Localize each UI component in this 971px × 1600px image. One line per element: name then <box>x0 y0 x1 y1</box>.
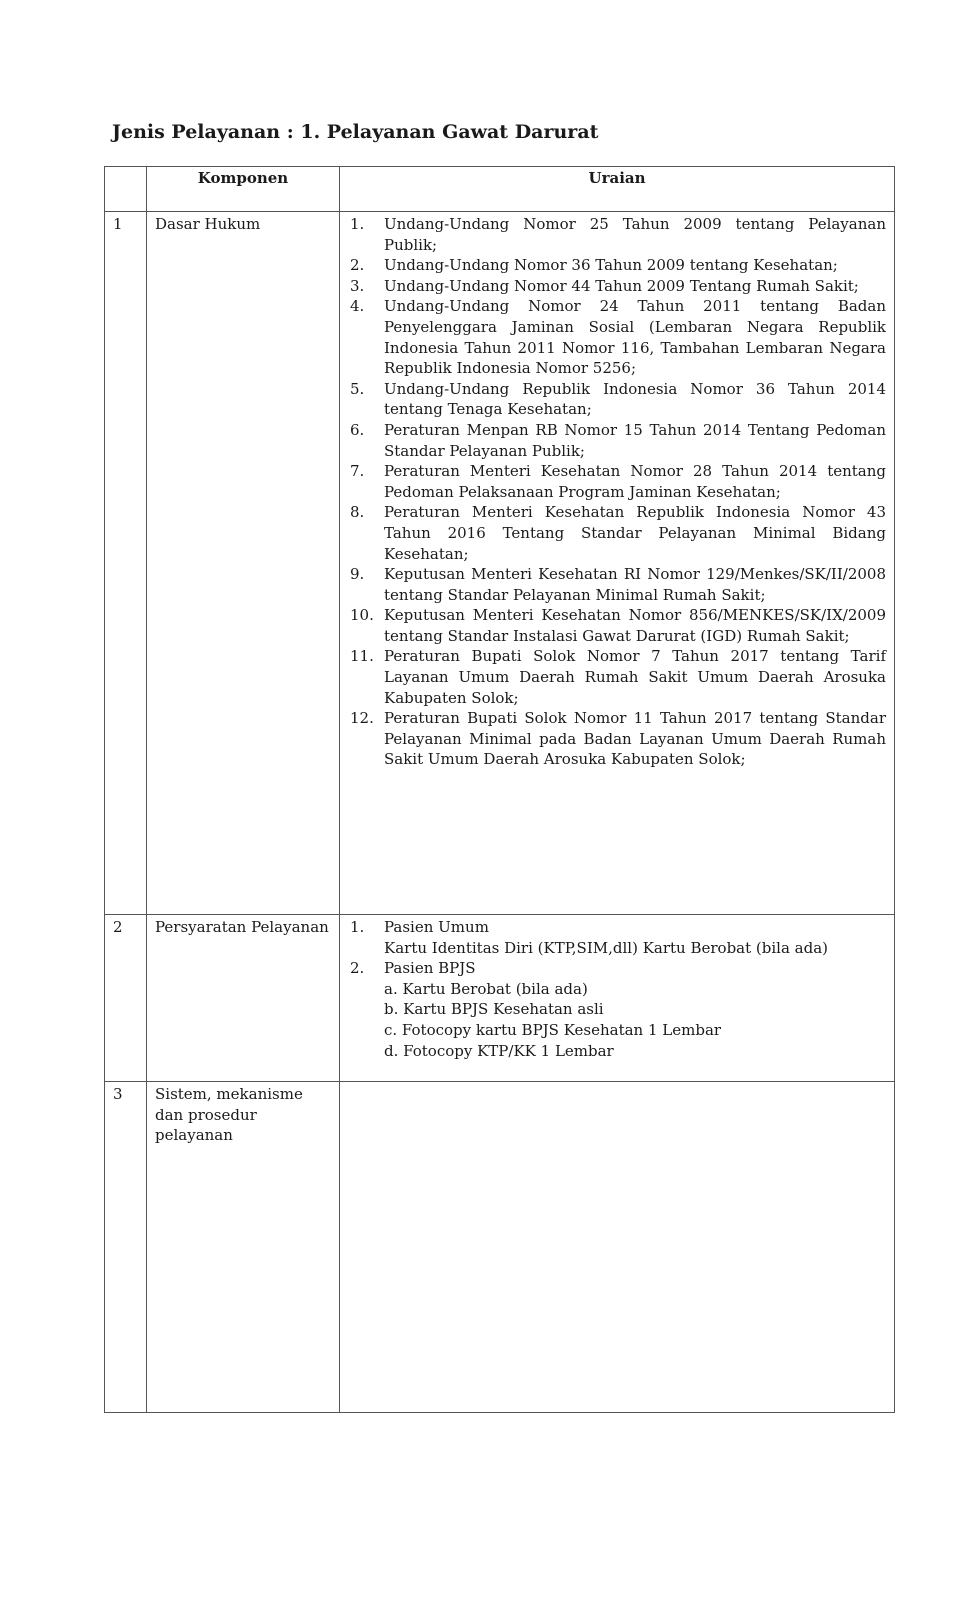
list-item <box>350 461 886 502</box>
list-item-number: 4. <box>350 297 365 316</box>
table-row <box>105 1082 895 1413</box>
row-number: 3 <box>105 1082 147 1413</box>
row-description-empty <box>340 1082 895 1413</box>
list-item-number: 2. <box>350 256 365 275</box>
list-item-text: Undang-Undang Republik Indonesia Nomor 36 Tahun 2014 tentang Tenaga Kesehatan; <box>384 379 886 419</box>
row-component: Persyaratan Pelayanan <box>147 915 340 1082</box>
list-item-text: Undang-Undang Nomor 36 Tahun 2009 tentang Kesehatan; <box>384 256 838 275</box>
list-item <box>350 917 886 958</box>
table-row <box>105 212 895 915</box>
list-item <box>350 420 886 461</box>
table-header-row <box>105 167 895 212</box>
list-item-number: 6. <box>350 420 365 439</box>
list-item <box>350 296 886 378</box>
requirements-list <box>350 917 886 1061</box>
row-component: Dasar Hukum <box>147 212 340 915</box>
row-number: 1 <box>105 212 147 915</box>
list-item <box>350 214 886 255</box>
list-item-text: Undang-Undang Nomor 25 Tahun 2009 tentang Pelayanan Publik; <box>384 215 886 254</box>
list-item-number: 10. <box>350 606 374 625</box>
list-item-text: Undang-Undang Nomor 44 Tahun 2009 Tentang Rumah Sakit; <box>384 276 859 295</box>
list-item-number: 1. <box>350 918 365 936</box>
list-item-text: Peraturan Bupati Solok Nomor 7 Tahun 2017 tentang Tarif Layanan Umum Daerah Rumah Sakit Umum Daerah Arosuka Kabupaten Solok; <box>384 647 886 707</box>
list-item-number: 11. <box>350 647 374 666</box>
header-no <box>105 167 147 212</box>
list-item <box>350 255 886 276</box>
header-komponen: Komponen <box>147 167 340 212</box>
list-item-number: 8. <box>350 503 365 522</box>
sub-item: Kartu Identitas Diri (KTP,SIM,dll) Kartu Berobat (bila ada) <box>384 938 829 957</box>
list-item-text: Peraturan Menpan RB Nomor 15 Tahun 2014 Tentang Pedoman Standar Pelayanan Publik; <box>384 420 886 460</box>
list-item-text: Keputusan Menteri Kesehatan Nomor 856/MENKES/SK/IX/2009 tentang Standar Instalasi Gawat Darurat (IGD) Rumah Sakit; <box>384 606 886 645</box>
list-item-text: Peraturan Menteri Kesehatan Nomor 28 Tahun 2014 tentang Pedoman Pelaksanaan Program Jaminan Kesehatan; <box>384 462 886 501</box>
list-item <box>350 646 886 708</box>
list-item <box>350 708 886 770</box>
row-component: Sistem, mekanisme dan prosedur pelayanan <box>147 1082 340 1413</box>
legal-basis-list <box>350 214 886 770</box>
row-description <box>340 212 895 915</box>
list-item-text: Pasien BPJS <box>384 959 476 978</box>
list-item <box>350 958 886 1061</box>
service-table <box>104 166 895 1413</box>
row-description <box>340 915 895 1082</box>
list-item <box>350 564 886 605</box>
sub-item: c. Fotocopy kartu BPJS Kesehatan 1 Lembar <box>384 1020 722 1039</box>
list-item-text: Pasien Umum <box>384 918 489 936</box>
list-item-text: Keputusan Menteri Kesehatan RI Nomor 129/Menkes/SK/II/2008 tentang Standar Pelayanan Minimal Rumah Sakit; <box>384 565 886 604</box>
list-item-number: 9. <box>350 565 365 584</box>
page-title: Jenis Pelayanan : 1. Pelayanan Gawat Darurat <box>112 121 599 143</box>
sub-item: d. Fotocopy KTP/KK 1 Lembar <box>384 1041 614 1060</box>
sub-item: a. Kartu Berobat (bila ada) <box>384 979 588 998</box>
list-item-number: 1. <box>350 215 365 233</box>
list-item <box>350 502 886 564</box>
list-item-number: 5. <box>350 379 365 398</box>
list-item-text: Peraturan Menteri Kesehatan Republik Indonesia Nomor 43 Tahun 2016 Tentang Standar Pelayanan Minimal Bidang Kesehatan; <box>384 503 886 563</box>
list-item-number: 2. <box>350 959 365 978</box>
header-uraian: Uraian <box>340 167 895 212</box>
list-item-text: Undang-Undang Nomor 24 Tahun 2011 tentang Badan Penyelenggara Jaminan Sosial (Lembaran Negara Republik Indonesia Tahun 2011 Nomor 116, Tambahan Lembaran Negara Republik Indonesia Nomor 5256; <box>384 297 886 378</box>
table-row <box>105 915 895 1082</box>
list-item <box>350 379 886 420</box>
list-item-number: 7. <box>350 462 365 481</box>
list-item-number: 3. <box>350 276 365 295</box>
sub-item: b. Kartu BPJS Kesehatan asli <box>384 1000 604 1019</box>
row-number: 2 <box>105 915 147 1082</box>
list-item <box>350 276 886 297</box>
list-item-number: 12. <box>350 709 374 728</box>
list-item <box>350 605 886 646</box>
list-item-text: Peraturan Bupati Solok Nomor 11 Tahun 2017 tentang Standar Pelayanan Minimal pada Badan Layanan Umum Daerah Rumah Sakit Umum Daerah Arosuka Kabupaten Solok; <box>384 709 886 769</box>
